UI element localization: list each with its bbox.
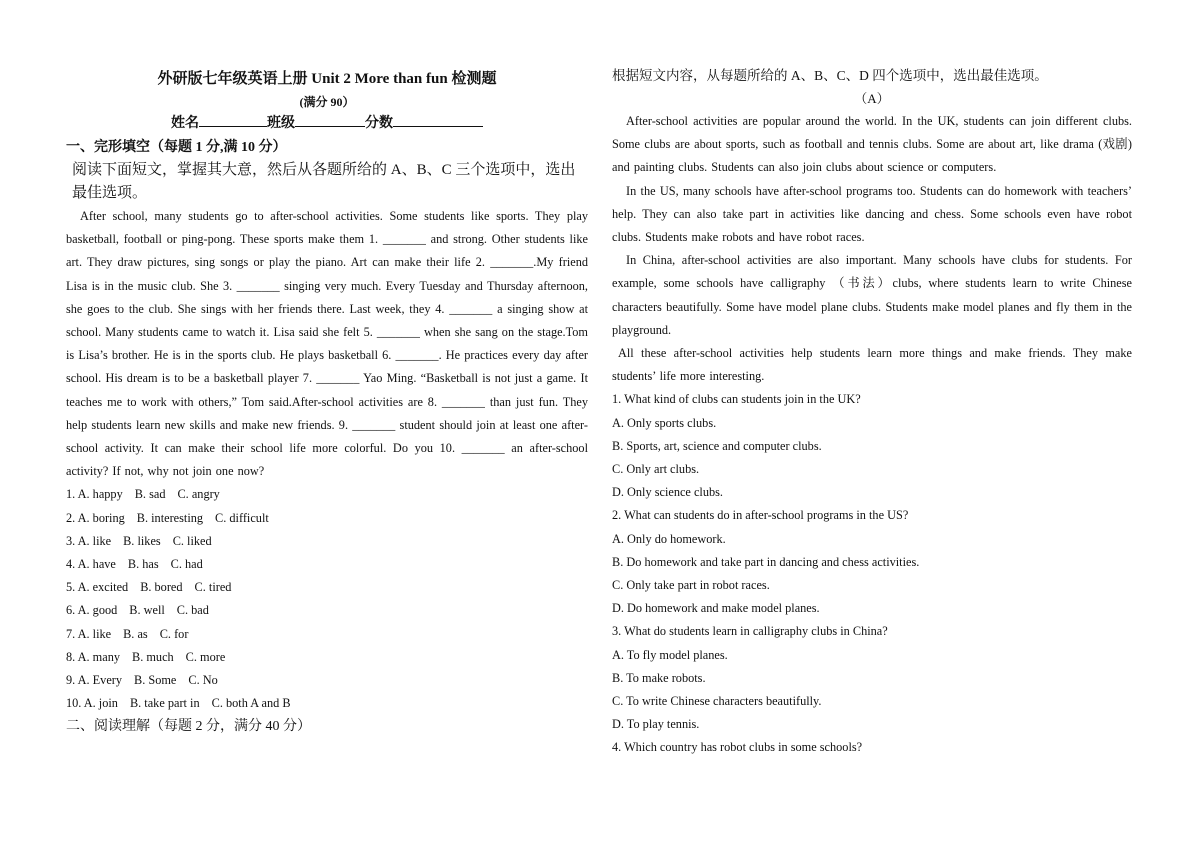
answer-option: D. Only science clubs.: [612, 485, 723, 500]
section1-intro: 阅读下面短文，掌握其大意，然后从各题所给的 A、B、C 三个选项中，选出最佳选项。: [72, 162, 576, 201]
cloze-option-row: 10. A. join B. take part in C. both A and B: [66, 696, 291, 711]
cloze-option-row: 1. A. happy B. sad C. angry: [66, 487, 220, 502]
cloze-option-row: 7. A. like B. as C. for: [66, 626, 189, 641]
section2-title: 二、阅读理解（每题 2 分，满分 40 分）: [66, 719, 311, 735]
answer-option: A. To fly model planes.: [612, 647, 728, 662]
name-label: 姓名: [171, 116, 199, 131]
answer-option: D. To play tennis.: [612, 717, 700, 732]
left-column: [66, 64, 588, 738]
answer-option: D. Do homework and make model planes.: [612, 601, 820, 616]
question-text: 2. What can students do in after-school programs in the US?: [612, 508, 909, 523]
exam-title: 外研版七年级英语上册 Unit 2 More than fun 检测题: [157, 71, 497, 87]
answer-option: C. To write Chinese characters beautifully.: [612, 694, 822, 709]
name-blank: [199, 112, 267, 127]
question-2: [612, 504, 1132, 620]
answer-option: B. To make robots.: [612, 670, 706, 685]
class-blank: [295, 112, 365, 127]
answer-option: C. Only take part in robot races.: [612, 578, 770, 593]
answer-option: B. Sports, art, science and computer clubs.: [612, 438, 822, 453]
score-label: 分数: [365, 116, 393, 131]
cloze-options-list: [66, 483, 588, 715]
question-4: [612, 736, 1132, 759]
reading-instruction: 根据短文内容，从每题所给的 A、B、C、D 四个选项中，选出最佳选项。: [612, 68, 1048, 83]
cloze-option-row: 5. A. excited B. bored C. tired: [66, 580, 232, 595]
question-3: [612, 620, 1132, 736]
class-label: 班级: [267, 116, 295, 131]
passage-paragraph: After-school activities are popular around the world. In the UK, students can join different clubs. Some clubs are about sports, such as football and tennis clubs. Some are about art, like drama (戏剧) and painting clubs. Students can also join clubs about science or computers.: [612, 114, 1132, 175]
cloze-option-row: 6. A. good B. well C. bad: [66, 603, 209, 618]
passage-paragraph: In China, after-school activities are also important. Many schools have clubs for students. For example, some schools have calligraphy （书法）clubs, where students learn to write Chinese characters beautifully. Some have model plane clubs. Students make model planes and fly them in the playground.: [612, 253, 1132, 337]
passage-paragraph: In the US, many schools have after-school programs too. Students can do homework with teachers’ help. They can also take part in activities like dancing and chess. Some schools even have robot clubs. Students make robots and have robot races.: [612, 183, 1132, 245]
cloze-option-row: 9. A. Every B. Some C. No: [66, 673, 218, 688]
cloze-option-row: 3. A. like B. likes C. liked: [66, 533, 212, 548]
answer-option: C. Only art clubs.: [612, 462, 700, 477]
answer-option: B. Do homework and take part in dancing and chess activities.: [612, 554, 920, 569]
question-text: 1. What kind of clubs can students join in the UK?: [612, 392, 861, 407]
exam-subtitle: (满分 90）: [299, 95, 355, 109]
cloze-option-row: 2. A. boring B. interesting C. difficult: [66, 510, 269, 525]
question-text: 4. Which country has robot clubs in some schools?: [612, 740, 863, 755]
answer-option: A. Only do homework.: [612, 531, 726, 546]
passage-label: （A）: [854, 91, 890, 106]
cloze-passage: After school, many students go to after-school activities. Some students like sports. They play basketball, football or ping-pong. These sports make them 1. _______ and strong. Other students like art. They draw pictures, sing songs or play the piano. Art can make their life 2. _______.My friend Lisa is in the music club. She 3. _______ singing very much. Every Tuesday and Thursday afternoon, she goes to the club. She sings with her friends there. Last week, they 4. _______ a singing show at school. Many students came to watch it. Lisa said she felt 5. _______ when she sang on the stage.Tom is Lisa’s brother. He is in the sports club. He plays basketball 6. _______. He practices every day after school. His dream is to be a basketball player 7. _______ Yao Ming. “Basketball is not just a game. It teaches me to work with others,” Tom said.After-school activities are 8. _______ than just fun. They help students learn new skills and make new friends. 9. _______ student should join at least one after-school activity. It can make their school life more colorful. Do you 10. _______ an after-school activity? If not, why not join one now?: [66, 209, 588, 479]
passage-paragraph: All these after-school activities help students learn more things and make friends. They make students’ life more interesting.: [612, 346, 1132, 384]
section1-title: 一、完形填空（每题 1 分,满 10 分）: [66, 140, 287, 155]
question-1: [612, 388, 1132, 504]
answer-option: A. Only sports clubs.: [612, 415, 717, 430]
question-text: 3. What do students learn in calligraphy clubs in China?: [612, 624, 888, 639]
cloze-option-row: 8. A. many B. much C. more: [66, 649, 226, 664]
student-info-bar: [66, 112, 588, 136]
cloze-option-row: 4. A. have B. has C. had: [66, 557, 203, 572]
score-blank: [393, 112, 483, 127]
right-column: [612, 64, 1132, 760]
